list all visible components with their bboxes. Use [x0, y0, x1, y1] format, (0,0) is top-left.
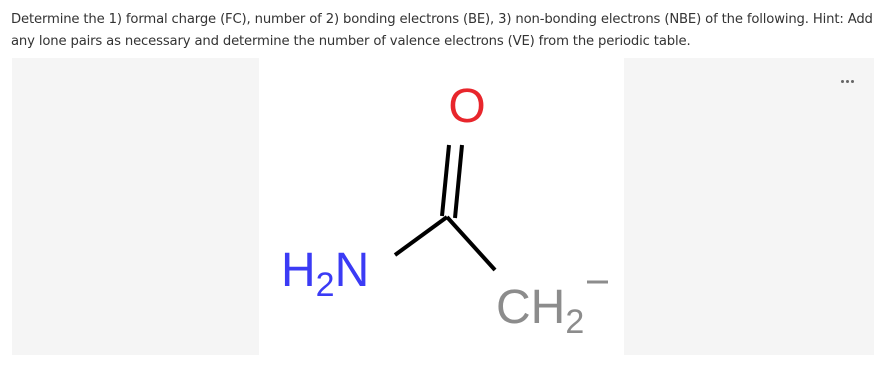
structure-svg — [259, 58, 624, 355]
methylene-subscript: 2 — [565, 303, 585, 341]
left-image-panel — [12, 58, 259, 355]
amine-n: N — [334, 244, 370, 297]
more-dot — [851, 80, 854, 83]
methylene-ch: CH — [496, 281, 566, 334]
oxygen-atom-label: O — [448, 80, 486, 133]
amine-subscript: 2 — [315, 266, 335, 304]
double-bond-line-1 — [442, 145, 449, 216]
more-dot — [841, 80, 844, 83]
amine-h: H — [281, 244, 316, 297]
bond-c-ch2 — [447, 217, 495, 270]
bond-n-c — [395, 217, 447, 255]
double-bond-line-2 — [455, 145, 462, 218]
right-image-panel — [624, 58, 874, 355]
molecule-figure — [259, 58, 624, 355]
methylene-group-label — [496, 281, 584, 341]
question-text: Determine the 1) formal charge (FC), number of 2) bonding electrons (BE), 3) non-bonding electrons (NBE) of the following. Hint: Add any lone pairs as necessary and determine the number of valence electrons (VE) from the periodic table. — [11, 12, 873, 49]
more-dot — [846, 80, 849, 83]
more-horizontal-icon[interactable] — [834, 72, 860, 90]
amine-group-label — [281, 244, 369, 304]
